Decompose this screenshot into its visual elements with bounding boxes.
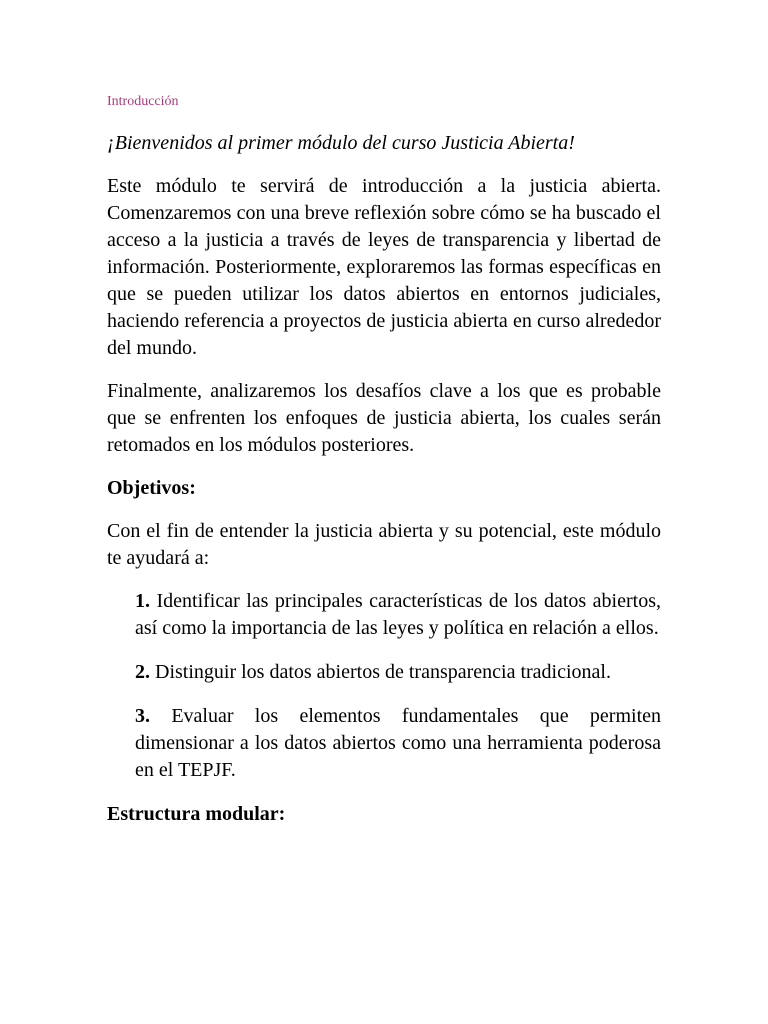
objective-item [135, 703, 661, 784]
structure-heading: Estructura modular: [107, 803, 286, 825]
objective-text: Identificar las principales características de los datos abiertos, así como la importancia de las leyes y política en relación a ellos. [135, 590, 661, 639]
section-label: Introducción [107, 94, 179, 109]
objective-item [135, 659, 661, 686]
objective-item [135, 588, 661, 642]
objective-number: 1. [135, 590, 150, 612]
objectives-list [107, 588, 661, 784]
objectives-intro: Con el fin de entender la justicia abierta y su potencial, este módulo te ayudará a: [107, 520, 661, 569]
objectives-heading: Objetivos: [107, 477, 196, 499]
objective-text: Distinguir los datos abiertos de transparencia tradicional. [155, 661, 611, 683]
document-page [107, 92, 661, 844]
objective-number: 2. [135, 661, 150, 683]
objective-text: Evaluar los elementos fundamentales que permiten dimensionar a los datos abiertos como una herramienta poderosa en el TEPJF. [135, 705, 662, 781]
intro-paragraph: Este módulo te servirá de introducción a la justicia abierta. Comenzaremos con una breve reflexión sobre cómo se ha buscado el acceso a la justicia a través de leyes de transparencia y libertad de información. Posteriormente, exploraremos las formas específicas en que se pueden utilizar los datos abiertos en entornos judiciales, haciendo referencia a proyectos de justicia abierta en curso alrededor del mundo. [107, 175, 661, 359]
objective-number: 3. [135, 705, 150, 727]
welcome-line: ¡Bienvenidos al primer módulo del curso Justicia Abierta! [107, 132, 575, 154]
challenges-paragraph: Finalmente, analizaremos los desafíos clave a los que es probable que se enfrenten los enfoques de justicia abierta, los cuales serán retomados en los módulos posteriores. [107, 380, 661, 456]
